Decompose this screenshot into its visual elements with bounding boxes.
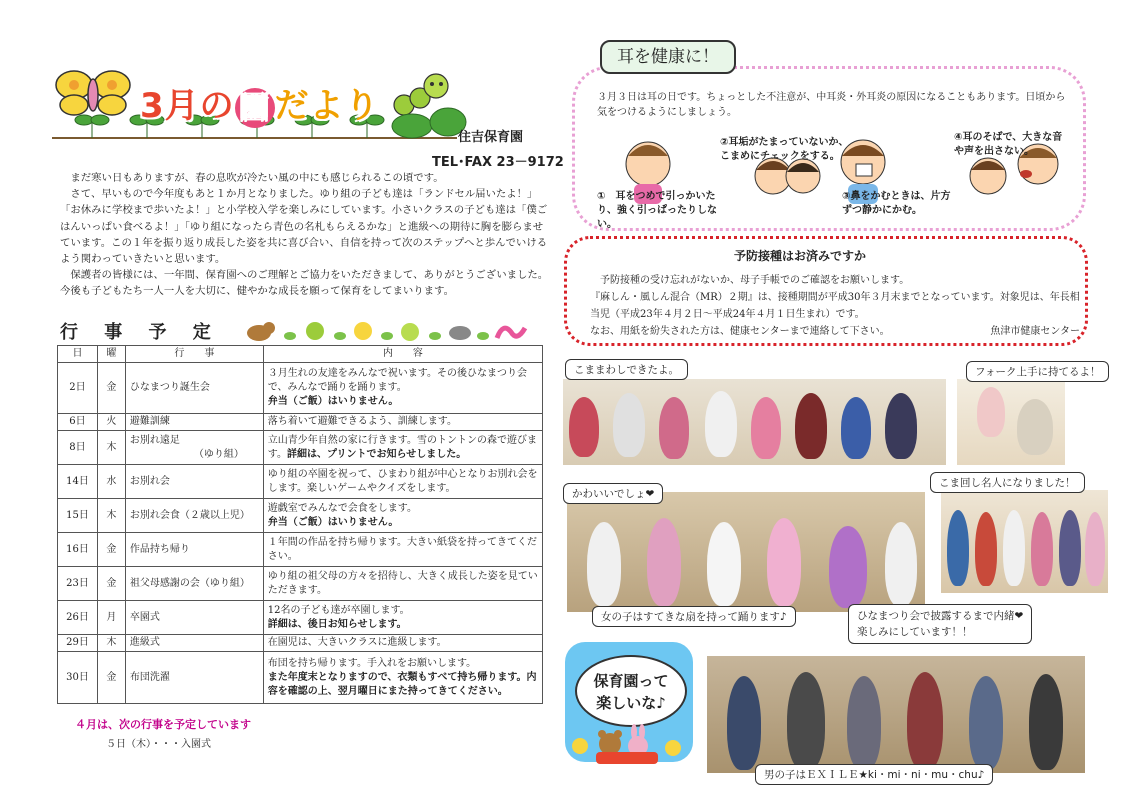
content-text: ゆり組の卒園を祝って、ひまわり組が中心となりお別れ会をします。楽しいゲームやクイズをします。 [267, 468, 538, 494]
row-content [263, 499, 542, 533]
row-event: 卒園式 [125, 601, 263, 635]
content-bold: また年度末となりますので、衣類もすべて持ち帰ります。内容を確認の上、翌月曜日にまた持ってきてください。 [267, 671, 537, 697]
row-content [263, 431, 542, 465]
header-dow: 曜 [97, 346, 125, 363]
row-event: お別れ会 [125, 465, 263, 499]
content-text: 落ち着いて避難できるよう、訓練します。 [267, 416, 457, 427]
caption-fan-dance: 女の子はすてきな扇を持って踊ります♪ [592, 606, 796, 627]
ear-tip-2 [720, 136, 850, 164]
vaccination-line: 『麻しん・風しん混合（MR）２期』は、接種期間が平成30年３月末までとなっています。対象児は、年長相当児（平成23年４月２日～平成24年４月１日生まれ）です。 [590, 292, 1080, 320]
row-day: 15日 [58, 499, 98, 533]
caption-hina-secret: ひなまつり会で披露するまで内緒❤ 楽しみにしています！！ [848, 604, 1032, 644]
photo-fork [957, 379, 1065, 465]
row-event: 避難訓練 [125, 414, 263, 431]
row-day: 30日 [58, 652, 98, 704]
bear-icon [598, 730, 622, 755]
row-content [263, 635, 542, 652]
row-event: 進級式 [125, 635, 263, 652]
events-table [57, 345, 543, 704]
row-dow: 水 [97, 465, 125, 499]
ear-tip-text: ① 耳をつめで引っかいたり、強く引っぱったりしない。 [597, 191, 717, 230]
intro-paragraph: 保護者の皆様には、一年間、保育園へのご理解とご協力をいただきまして、ありがとうございました。今後も子どもたち一人一人を大切に、健やかな成長を願って保育をしてまいります。 [60, 269, 549, 298]
content-text: ３月生れの友達をみんなで祝います。その後ひなまつり会で、みんなで踊りを踊ります。 [267, 368, 527, 393]
caption-top-masters: こま回し名人になりました！ [930, 472, 1085, 493]
newsletter-title [140, 78, 380, 128]
row-day: 16日 [58, 533, 98, 567]
photo-top-masters [941, 490, 1108, 593]
vaccination-line: 予防接種の受け忘れがないか、母子手帳でのご確認をお願いします。 [600, 275, 910, 286]
row-dow: 月 [97, 601, 125, 635]
row-dow: 火 [97, 414, 125, 431]
content-text: ゆり組の祖父母の方々を招待し、大きく成長した姿を見ていただきます。 [267, 570, 538, 596]
table-row [58, 533, 543, 567]
row-dow: 金 [97, 652, 125, 704]
content-text: 遊戯室でみんなで会食をします。 [267, 502, 417, 514]
table-row [58, 652, 543, 704]
row-content [263, 567, 542, 601]
table-row [58, 465, 543, 499]
table-row [58, 601, 543, 635]
content-text: 在園児は、大きいクラスに進級します。 [267, 637, 447, 648]
rabbit-icon [628, 724, 648, 756]
fun-speech-bubble [575, 655, 687, 727]
intro-paragraph: まだ寒い日もありますが、春の息吹が冷たい風の中にも感じられるこの頃です。 [70, 172, 444, 184]
row-event: ひなまつり誕生会 [125, 363, 263, 414]
row-event: 作品持ち帰り [125, 533, 263, 567]
intro-paragraph: さて、早いもので今年度もあと１か月となりました。ゆり組の子ども達は「ランドセル届いたよ！」「お休みに学校まで歩いたよ！」と小学校入学を楽しみにしています。小さいクラスの子ども達は「僕ごはんいっぱい食べるよ！」「ゆり組になったら青色の名札もらえるかな」と進級への期待に胸を膨らませています。この１年を振り返り成長した姿を共に喜び合い、自信を持って次のステップへと歩んでいけるよう関わっていきたいと思います。 [60, 188, 548, 266]
header-content: 内 容 [263, 346, 542, 363]
row-event: お別れ会食（２歳以上児） [125, 499, 263, 533]
photo-spinning-tops [563, 379, 946, 465]
vaccination-title: 予防接種はお済みですか [734, 249, 867, 263]
vaccination-line [590, 323, 1080, 340]
content-text: 布団を持ち帰ります。手入れをお願いします。 [267, 657, 477, 669]
row-event: 布団洗濯 [125, 652, 263, 704]
row-day: 29日 [58, 635, 98, 652]
content-text: １年間の作品を持ち帰ります。大きい紙袋を持ってきてください。 [267, 536, 537, 562]
row-content [263, 601, 542, 635]
row-content [263, 533, 542, 567]
ear-tip-1 [597, 190, 717, 232]
row-dow: 木 [97, 431, 125, 465]
row-content [263, 652, 542, 704]
row-dow: 木 [97, 635, 125, 652]
ear-tip-text: ③鼻をかむときは、片方ずつ静かにかむ。 [842, 191, 951, 216]
row-dow: 金 [97, 363, 125, 414]
row-dow: 金 [97, 567, 125, 601]
row-content [263, 363, 542, 414]
event-sub: （ゆり組） [193, 448, 244, 460]
events-decoration [245, 318, 535, 344]
content-bold: 弁当（ご飯）はいりません。 [267, 396, 399, 407]
caption-fork: フォーク上手に持てるよ！ [966, 361, 1109, 382]
event-text: お別れ遠足 [129, 434, 180, 446]
row-day: 26日 [58, 601, 98, 635]
events-title: 行 事 予 定 [60, 322, 221, 343]
ear-tip-text: ②耳垢がたまっていないか、こまめにチェックをする。 [720, 137, 849, 162]
ear-health-title: 耳を健康に！ [600, 40, 736, 74]
vaccination-text [590, 272, 1080, 340]
caption-exile: 男の子はＥＸＩＬＥ★ki・mi・ni・mu・chu♪ [755, 764, 993, 785]
chick-icon [665, 740, 681, 756]
row-day: 23日 [58, 567, 98, 601]
vaccination-source: 魚津市健康センター [990, 326, 1080, 337]
bubble-line-2: 楽しいな♪ [596, 694, 666, 712]
next-month-label: ４月は、次の行事を予定しています [75, 718, 251, 731]
ear-tip-4 [954, 131, 1072, 159]
table-row [58, 414, 543, 431]
bubble-line-1: 保育園って [593, 672, 669, 690]
table-row [58, 499, 543, 533]
row-day: 8日 [58, 431, 98, 465]
chick-icon [572, 738, 588, 754]
butterfly-icon [56, 71, 130, 115]
ear-health-text: ３月３日は耳の日です。ちょっとした不注意が、中耳炎・外耳炎の原因になることもあります。日頃から気をつけるようにしましょう。 [597, 92, 1066, 118]
tel-fax: TEL･FAX 23－9172 [432, 155, 564, 170]
row-content [263, 465, 542, 499]
row-day: 6日 [58, 414, 98, 431]
photo-exile-dance [707, 656, 1085, 773]
table-row [58, 635, 543, 652]
row-event [125, 431, 263, 465]
row-day: 2日 [58, 363, 98, 414]
table-row [58, 567, 543, 601]
header-day: 日 [58, 346, 98, 363]
ear-tip-3 [842, 190, 958, 218]
content-bold: 弁当（ご飯）はいりません。 [267, 516, 399, 528]
row-content [263, 414, 542, 431]
title-rest: だより [274, 86, 380, 126]
title-month: 3月の [140, 86, 235, 126]
caption-cute: かわいいでしょ❤ [563, 483, 663, 504]
title-kanji: 園 [235, 88, 275, 128]
row-dow: 金 [97, 533, 125, 567]
row-event: 祖父母感謝の会（ゆり組） [125, 567, 263, 601]
animal-row-icon [247, 322, 525, 341]
vaccination-note: なお、用紙を紛失された方は、健康センターまで連絡して下さい。 [590, 326, 890, 337]
next-month-item: ５日（木）・・・入園式 [106, 739, 211, 750]
row-dow: 木 [97, 499, 125, 533]
table-row [58, 431, 543, 465]
content-bold: 詳細は、後日お知らせします。 [267, 618, 407, 630]
caption-spinning-tops: こままわしできたよ。 [565, 359, 688, 380]
caterpillar-icon [394, 74, 448, 115]
table-row [58, 363, 543, 414]
ear-tip-text: ④耳のそばで、大きな音や声を出さない。 [954, 132, 1063, 157]
row-day: 14日 [58, 465, 98, 499]
bubble-animals [568, 724, 693, 764]
header-event: 行 事 [125, 346, 263, 363]
content-text: 立山青少年自然の家に行きます。雪のトントンの森で遊びます。 [267, 434, 537, 460]
school-name: 住吉保育園 [458, 130, 524, 145]
content-bold: 詳細は、プリントでお知らせしました。 [286, 448, 467, 460]
photo-fan-dance [567, 492, 925, 612]
content-text: 12名の子ども達が卒園します。 [267, 604, 410, 616]
intro-text [60, 170, 550, 300]
table-header-row [58, 346, 543, 363]
